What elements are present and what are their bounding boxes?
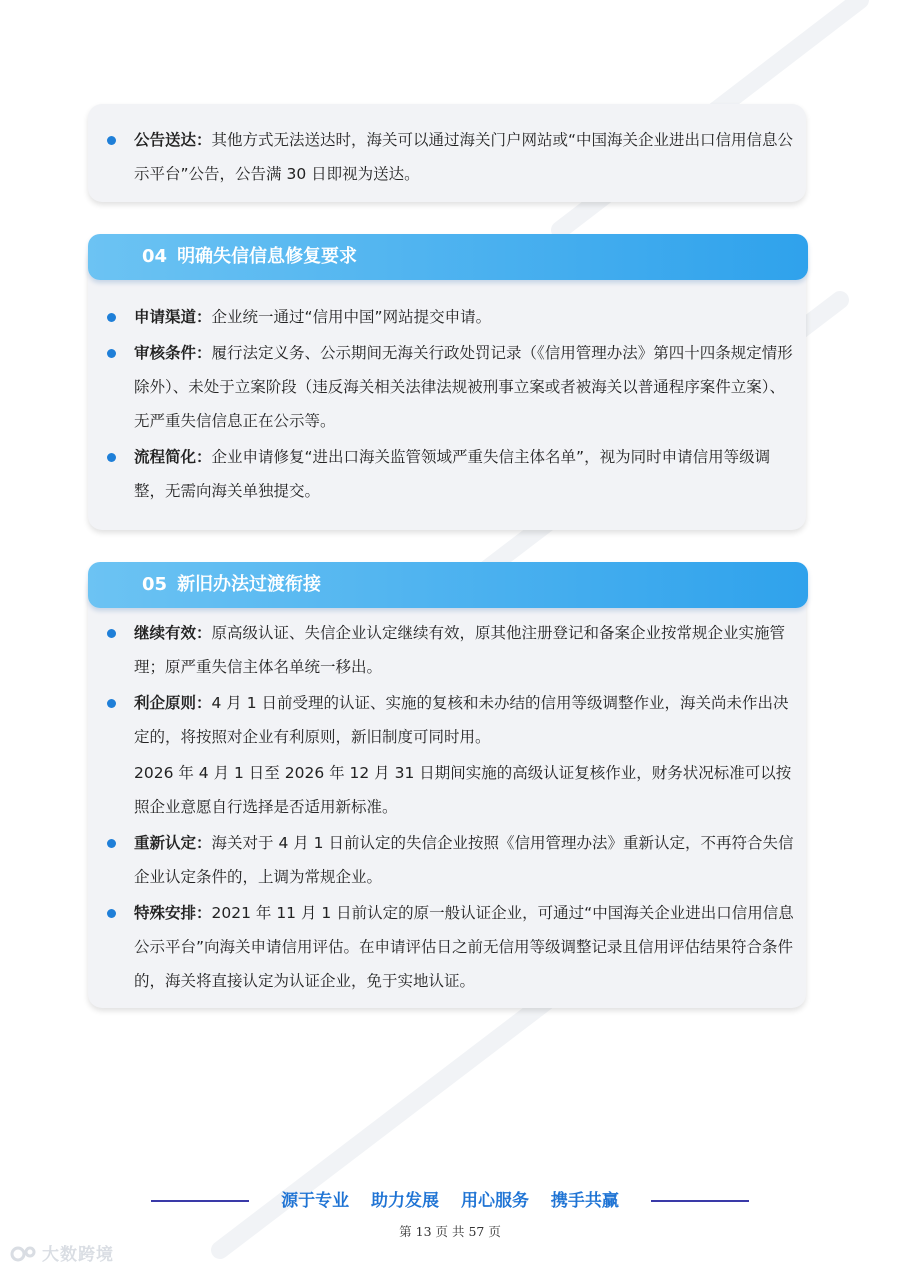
section-05-header bbox=[88, 562, 808, 608]
item-text: 海关对于 4 月 1 日前认定的失信企业按照《信用管理办法》重新认定，不再符合失信企业认定条件的，上调为常规企业。 bbox=[134, 834, 794, 886]
item-text: 履行法定义务、公示期间无海关行政处罚记录（《信用管理办法》第四十四条规定情形除外）、未处于立案阶段（违反海关相关法律法规被刑事立案或者被海关以普通程序案件立案）、无严重失信信息正在公示等。 bbox=[134, 344, 793, 430]
section-title: 新旧办法过渡衔接 bbox=[177, 574, 322, 595]
item-text: 其他方式无法送达时，海关可以通过海关门户网站或“中国海关企业进出口信用信息公示平台”公告，公告满 30 日即视为送达。 bbox=[134, 131, 794, 183]
bullet-icon bbox=[107, 909, 116, 918]
bullet-icon bbox=[107, 839, 116, 848]
section-title: 明确失信信息修复要求 bbox=[177, 246, 358, 267]
list-item-continuation bbox=[134, 756, 796, 824]
bullet-icon bbox=[107, 313, 116, 322]
item-label: 申请渠道： bbox=[134, 308, 212, 326]
list-item bbox=[134, 896, 796, 998]
section-04-header bbox=[88, 234, 808, 280]
divider bbox=[651, 1200, 749, 1202]
list-item bbox=[134, 123, 796, 191]
slogan-item: 携手共赢 bbox=[550, 1191, 619, 1211]
item-label: 重新认定： bbox=[134, 834, 212, 852]
brand-watermark: 大数跨境 bbox=[42, 1245, 114, 1265]
item-text: 2026 年 4 月 1 日至 2026 年 12 月 31 日期间实施的高级认证复核作业，财务状况标准可以按照企业意愿自行选择是否适用新标准。 bbox=[134, 764, 792, 816]
list-item bbox=[134, 616, 796, 684]
slogan-item: 助力发展 bbox=[371, 1191, 440, 1211]
item-label: 审核条件： bbox=[134, 344, 212, 362]
bullet-icon bbox=[107, 453, 116, 462]
item-label: 利企原则： bbox=[134, 694, 212, 712]
item-text: 2021 年 11 月 1 日前认定的原一般认证企业，可通过“中国海关企业进出口信用信息公示平台”向海关申请信用评估。在申请评估日之前无信用等级调整记录且信用评估结果符合条件的，海关将直接认定为认证企业，免于实地认证。 bbox=[134, 904, 794, 990]
section-number: 04 bbox=[142, 246, 168, 267]
list-item bbox=[134, 686, 796, 754]
list-item bbox=[134, 826, 796, 894]
item-label: 流程简化： bbox=[134, 448, 212, 466]
item-text: 企业申请修复“进出口海关监管领域严重失信主体名单”，视为同时申请信用等级调整，无需向海关单独提交。 bbox=[134, 448, 771, 500]
item-text: 原高级认证、失信企业认定继续有效，原其他注册登记和备案企业按常规企业实施管理；原严重失信主体名单统一移出。 bbox=[134, 624, 786, 676]
brand-logo-icon bbox=[10, 1244, 40, 1264]
item-label: 继续有效： bbox=[134, 624, 212, 642]
divider bbox=[151, 1200, 249, 1202]
item-label: 公告送达： bbox=[134, 131, 212, 149]
bullet-icon bbox=[107, 699, 116, 708]
footer-slogan bbox=[0, 1186, 900, 1216]
bullet-icon bbox=[107, 349, 116, 358]
list-item bbox=[134, 336, 796, 438]
slogan-item: 源于专业 bbox=[281, 1191, 350, 1211]
item-text: 企业统一通过“信用中国”网站提交申请。 bbox=[211, 308, 492, 326]
item-text: 4 月 1 日前受理的认证、实施的复核和未办结的信用等级调整作业，海关尚未作出决定的，将按照对企业有利原则，新旧制度可同时用。 bbox=[134, 694, 789, 746]
section-number: 05 bbox=[142, 574, 168, 595]
page-number: 第 13 页 共 57 页 bbox=[399, 1224, 501, 1239]
item-label: 特殊安排： bbox=[134, 904, 212, 922]
slogan-item: 用心服务 bbox=[460, 1191, 529, 1211]
bullet-icon bbox=[107, 136, 116, 145]
list-item bbox=[134, 440, 796, 508]
list-item bbox=[134, 300, 796, 334]
bullet-icon bbox=[107, 629, 116, 638]
